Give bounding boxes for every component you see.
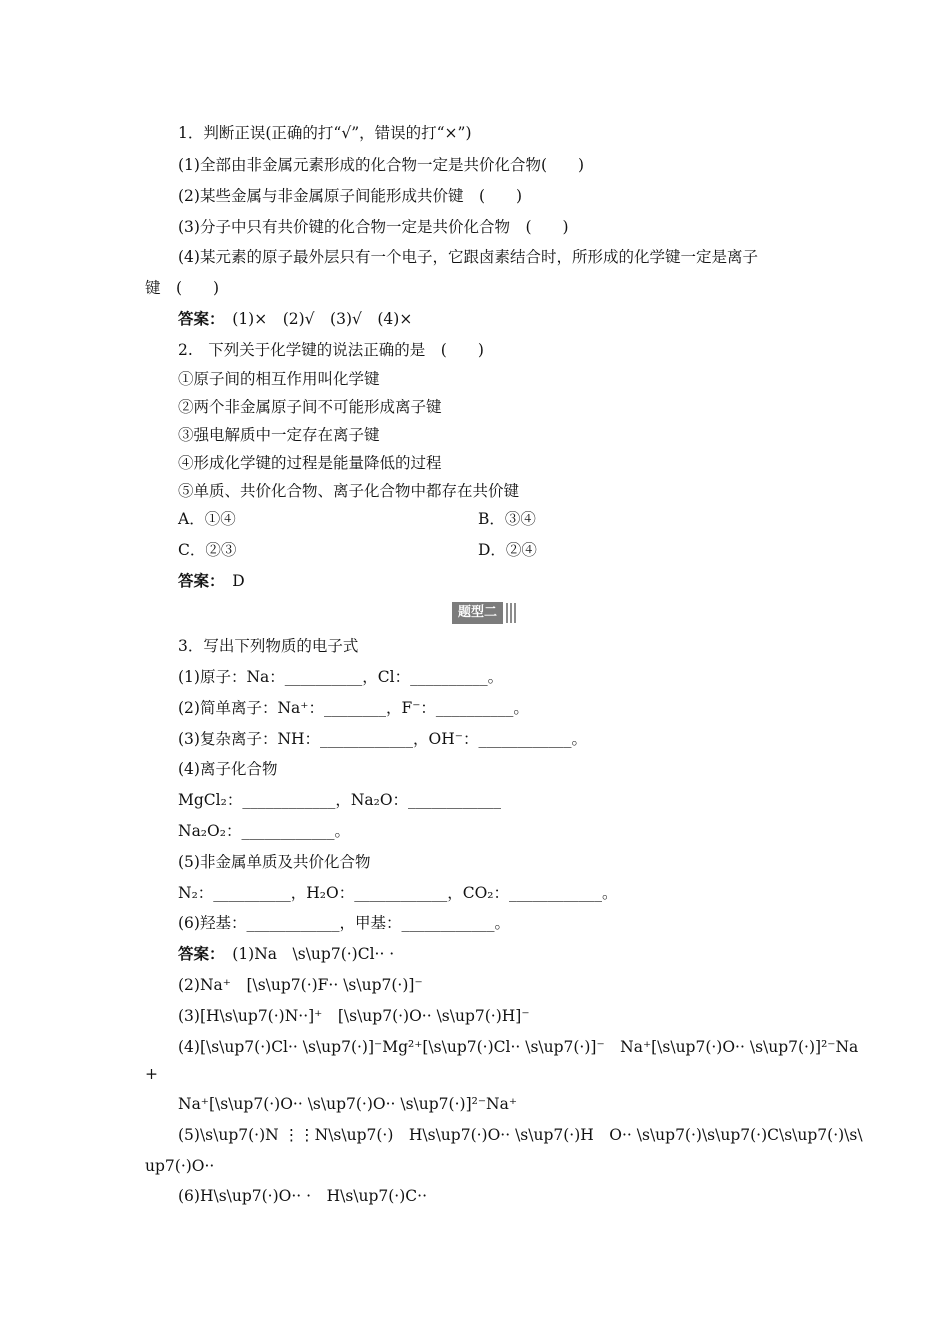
q2-statement-1: ①原子间的相互作用叫化学键 xyxy=(178,370,380,388)
q2-option-d: D．②④ xyxy=(478,541,537,559)
q2-option-a: A．①④ xyxy=(178,510,236,528)
q1-item-1: (1)全部由非金属元素形成的化合物一定是共价化合物( ) xyxy=(178,156,585,174)
q3-answer-3: (3)[H\s\up7(·)N··]⁺ [\s\up7(·)O·· \s\up7(·)H]⁻ xyxy=(178,1007,530,1025)
q1-answer-text: (1)× (2)√ (3)√ (4)× xyxy=(216,310,413,328)
q1-item-4: (4)某元素的原子最外层只有一个电子，它跟卤素结合时，所形成的化学键一定是离子 xyxy=(178,248,758,266)
q3-line-8: N₂：__________，H₂O：____________，CO₂：____________。 xyxy=(178,884,618,902)
q1-answer xyxy=(178,309,412,329)
q3-line-1: (1)原子：Na：__________，Cl：__________。 xyxy=(178,668,504,686)
q3-answer-2: (2)Na⁺ [\s\up7(·)F·· \s\up7(·)]⁻ xyxy=(178,976,423,994)
section-badge-label: 题型二 xyxy=(452,602,503,624)
q2-title: 2. 下列关于化学键的说法正确的是 ( ) xyxy=(178,341,484,359)
q3-line-5: MgCl₂：____________，Na₂O：____________ xyxy=(178,791,502,809)
q2-option-b: B．③④ xyxy=(478,510,536,528)
q3-answer-5-cont: up7(·)O·· xyxy=(145,1157,215,1175)
q3-answer-4-cont: + xyxy=(145,1065,158,1083)
q3-title: 3．写出下列物质的电子式 xyxy=(178,637,359,655)
answer-label: 答案： xyxy=(178,572,217,590)
q3-answer-text-1: (1)Na \s\up7(·)Cl·· · xyxy=(216,945,395,963)
q3-answer-1 xyxy=(178,944,394,964)
q3-line-9: (6)羟基：____________，甲基：____________。 xyxy=(178,914,510,932)
section-badge xyxy=(452,602,516,624)
q3-line-4: (4)离子化合物 xyxy=(178,760,278,778)
q2-statement-5: ⑤单质、共价化合物、离子化合物中都存在共价键 xyxy=(178,482,520,500)
q3-line-6: Na₂O₂：____________。 xyxy=(178,822,350,840)
q2-statement-2: ②两个非金属原子间不可能形成离子键 xyxy=(178,398,442,416)
q1-title: 1．判断正误(正确的打“√”，错误的打“×”) xyxy=(178,124,472,142)
q2-option-c: C．②③ xyxy=(178,541,237,559)
q1-item-3: (3)分子中只有共价键的化合物一定是共价化合物 ( ) xyxy=(178,218,569,236)
q2-answer xyxy=(178,571,245,591)
answer-label: 答案： xyxy=(178,310,217,328)
badge-bars-decoration xyxy=(506,603,516,623)
q3-line-7: (5)非金属单质及共价化合物 xyxy=(178,853,371,871)
q3-line-2: (2)简单离子：Na⁺：________，F⁻：__________。 xyxy=(178,699,529,717)
q3-answer-5: (5)\s\up7(·)N ⋮⋮N\s\up7(·) H\s\up7(·)O·· \s\up7(·)H O·· \s\up7(·)\s\up7(·)C\s\up7(·)\s\ xyxy=(178,1126,863,1144)
q1-item-2: (2)某些金属与非金属原子间能形成共价键 ( ) xyxy=(178,187,523,205)
answer-label: 答案： xyxy=(178,945,217,963)
q2-answer-text: D xyxy=(216,572,245,590)
q3-answer-4b: Na⁺[\s\up7(·)O·· \s\up7(·)O·· \s\up7(·)]²⁻Na⁺ xyxy=(178,1095,517,1113)
q3-answer-6: (6)H\s\up7(·)O·· · H\s\up7(·)C·· xyxy=(178,1187,427,1205)
q3-line-3: (3)复杂离子：NH：____________，OH⁻：____________。 xyxy=(178,730,587,748)
q1-item-4-cont: 键 ( ) xyxy=(145,279,220,297)
q2-statement-4: ④形成化学键的过程是能量降低的过程 xyxy=(178,454,442,472)
q3-answer-4: (4)[\s\up7(·)Cl·· \s\up7(·)]⁻Mg²⁺[\s\up7(·)Cl·· \s\up7(·)]⁻ Na⁺[\s\up7(·)O·· \s\up7(·)]²⁻Na xyxy=(178,1038,859,1056)
q2-statement-3: ③强电解质中一定存在离子键 xyxy=(178,426,380,444)
